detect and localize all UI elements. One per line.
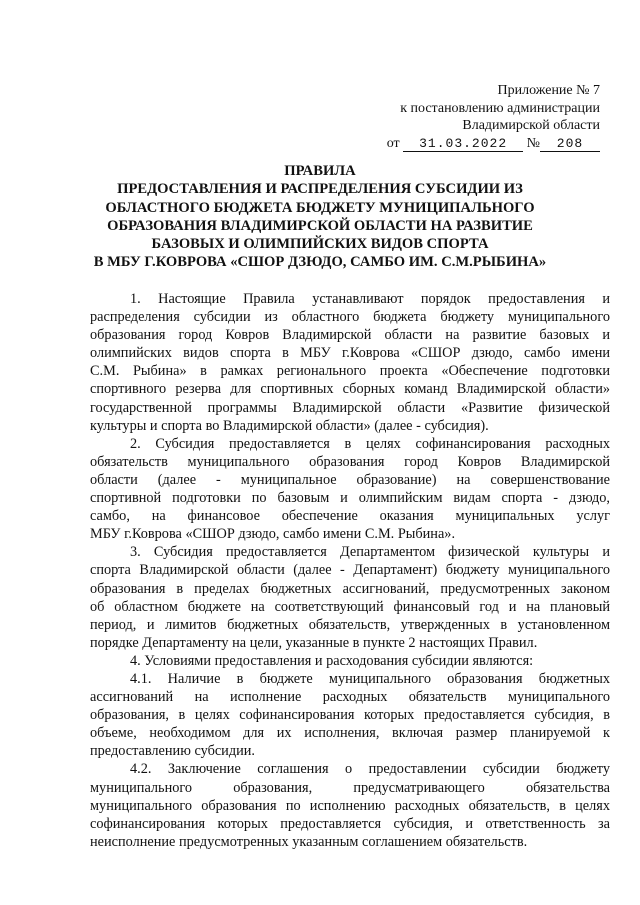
paragraph-line: МБУ г.Коврова «СШОР дзюдо, самбо имени С.М. Рыбина». [90,526,456,543]
paragraph-line: 4. Условиями предоставления и расходования субсидии являются: [130,652,534,669]
paragraph-1 [90,290,610,435]
date-value: 31.03.2022 [403,137,523,152]
paragraph-line: 1. Настоящие Правила устанавливают порядок предоставления и [130,291,610,307]
paragraph-6 [90,760,610,850]
paragraph-3 [90,543,610,652]
paragraph-line: культуры и спорта во Владимирской области» (далее - субсидия). [90,417,489,434]
paragraph-line: С.М. Рыбина» в рамках регионального проекта «Обеспечение подготовки [90,363,610,380]
document-body [90,290,610,851]
paragraph-line: самбо, на финансовое обеспечение оказания муниципальных услуг [90,508,610,525]
paragraph-line: спортивной подготовки по базовым и олимпийским видам спорта - дзюдо, [90,490,610,507]
paragraph-line: софинансирования которых предоставляется субсидия, и ответственность за [90,815,610,832]
paragraph-2 [90,435,610,544]
appendix-header [370,82,600,152]
paragraph-line: спортивного резерва для спортивных сборных команд Владимирской области» [90,381,610,398]
title-line: БАЗОВЫХ И ОЛИМПИЙСКИХ ВИДОВ СПОРТА [151,236,489,253]
paragraph-line: об областном бюджете на соответствующий финансовый год и на плановый [90,598,610,615]
paragraph-line: обязательств муниципального образования город Ковров Владимирской [90,453,610,470]
paragraph-5 [90,670,610,760]
paragraph-line: муниципального образования, предусматривающего обязательства [90,779,610,796]
date-prefix: от [386,135,400,151]
appendix-ref: к постановлению администрации [400,100,600,116]
number-value: 208 [540,137,600,152]
paragraph-line: ассигнований на исполнение расходных обязательств муниципального [90,689,610,706]
paragraph-line: предоставлению субсидии. [90,743,255,760]
paragraph-line: образования в пределах бюджетных ассигнований, предусмотренных законом [90,580,610,597]
paragraph-line: 2. Субсидия предоставляется в целях софинансирования расходных [130,435,610,452]
paragraph-line: государственной программы Владимирской области «Развитие физической [90,399,610,416]
paragraph-line: области (далее - муниципальное образование) на совершенствование [90,471,610,488]
paragraph-line: олимпийских видов спорта в МБУ г.Коврова «СШОР дзюдо, самбо имени [90,345,610,362]
paragraph-line: порядке Департаменту на цели, указанные в пункте 2 настоящих Правил. [90,634,538,651]
paragraph-line: спорта Владимирской области (далее - Департамент) бюджету муниципального [90,562,610,579]
title-line: В МБУ Г.КОВРОВА «СШОР ДЗЮДО, САМБО ИМ. С.М.РЫБИНА» [93,254,547,271]
paragraph-line: период, и лимитов бюджетных обязательств, утвержденных в установленном [90,616,610,633]
title-line: ПРАВИЛА [284,163,356,179]
paragraph-line: 4.1. Наличие в бюджете муниципального образования бюджетных [130,670,610,687]
paragraph-line: образования, в целях софинансирования которых предоставляется субсидия, в [90,707,610,724]
title-line: ОБРАЗОВАНИЯ ВЛАДИМИРСКОЙ ОБЛАСТИ НА РАЗВИТИЕ [107,217,533,234]
paragraph-line: неисполнение предусмотренных указанным соглашением обязательств. [90,833,528,850]
appendix-date-line [370,135,600,153]
title-line: ПРЕДОСТАВЛЕНИЯ И РАСПРЕДЕЛЕНИЯ СУБСИДИИ ИЗ [117,181,523,198]
document-title [60,162,580,272]
appendix-number: Приложение № 7 [497,83,600,98]
title-line: ОБЛАСТНОГО БЮДЖЕТА БЮДЖЕТУ МУНИЦИПАЛЬНОГО [105,199,535,216]
paragraph-line: 4.2. Заключение соглашения о предоставлении субсидии бюджету [130,761,610,778]
paragraph-line: муниципального образования по исполнению расходных обязательств, в целях [90,797,610,814]
paragraph-line: образования город Ковров Владимирской области на развитие базовых и [90,327,610,344]
paragraph-line: распределения субсидии из областного бюджета бюджету муниципального [90,309,610,326]
paragraph-line: объеме, необходимом для их исполнения, включая размер планируемой к [90,725,610,742]
paragraph-line: 3. Субсидия предоставляется Департаментом физической культуры и [130,544,610,561]
appendix-authority: Владимирской области [462,118,600,133]
number-prefix: № [526,135,540,151]
paragraph-4 [90,652,610,670]
